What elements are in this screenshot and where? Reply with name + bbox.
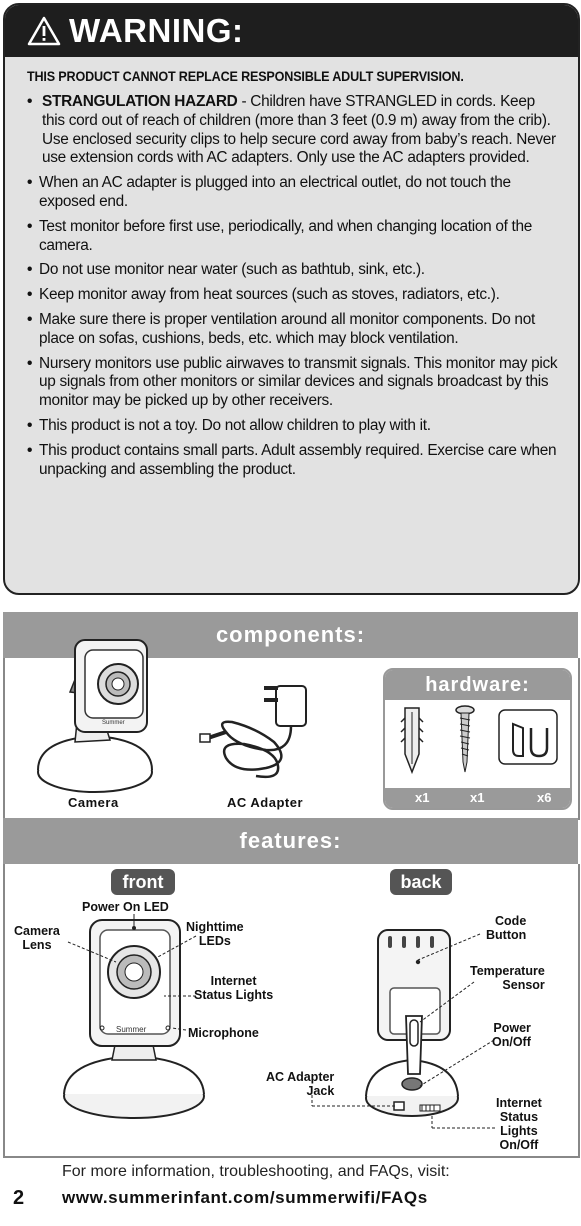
camera-illustration bbox=[30, 632, 170, 802]
internet-status-lights-callout: Internet Status Lights bbox=[194, 974, 274, 1002]
ac-adapter-label: AC Adapter bbox=[227, 795, 304, 810]
warning-item: • This product contains small parts. Adult assembly required. Exercise care when unpacking and assembling the product. bbox=[27, 442, 558, 480]
features-band bbox=[3, 818, 578, 864]
strangulation-hazard-text: - Children have STRANGLED in cords. Keep this cord out of reach of children (more than 3 feet (0.9 m) away from the crib). Use enclosed security clips to help secure cord away from baby’s reach. Never use extension cords with AC adapters. Only use the AC adapters provided. bbox=[42, 93, 556, 167]
microphone-callout: Microphone bbox=[188, 1026, 259, 1040]
warning-box bbox=[3, 3, 580, 595]
warning-triangle-icon bbox=[27, 16, 61, 46]
screw-quantity: x1 bbox=[470, 790, 485, 805]
front-label: front bbox=[111, 869, 175, 895]
hardware-quantity-bar bbox=[385, 788, 570, 808]
warning-item: • Keep monitor away from heat sources (such as stoves, radiators, etc.). bbox=[27, 286, 558, 305]
nighttime-leds-callout: Nighttime LEDs bbox=[186, 920, 244, 948]
power-on-led-callout: Power On LED bbox=[82, 900, 169, 914]
warning-item: • Nursery monitors use public airwaves to transmit signals. This monitor may pick up signals from other monitors or similar devices and signals broadcast by this monitor may be picked up by other receivers. bbox=[27, 355, 558, 411]
front-camera-brand: Summer bbox=[116, 1025, 147, 1034]
ac-adapter-jack-callout: AC Adapter Jack bbox=[266, 1070, 335, 1098]
warning-list bbox=[27, 93, 558, 479]
components-title: components: bbox=[215, 622, 366, 647]
camera-brand: Summer bbox=[102, 720, 125, 726]
hardware-box bbox=[383, 668, 572, 810]
camera-label: Camera bbox=[68, 795, 119, 810]
features-title: features: bbox=[239, 828, 342, 853]
back-label: back bbox=[390, 869, 452, 895]
security-clips-icon bbox=[497, 708, 561, 768]
warning-item bbox=[27, 93, 558, 168]
internet-status-lights-switch-callout: Internet Status Lights On/Off bbox=[496, 1096, 542, 1152]
camera-lens-callout: Camera Lens bbox=[14, 924, 60, 952]
wall-anchor-icon bbox=[397, 704, 427, 776]
warning-item: • Do not use monitor near water (such as bathtub, sink, etc.). bbox=[27, 261, 558, 280]
warning-item: • Test monitor before first use, periodically, and when changing location of the camera. bbox=[27, 218, 558, 256]
warning-item: • This product is not a toy. Do not allow children to play with it. bbox=[27, 417, 558, 436]
power-on-off-callout: Power On/Off bbox=[492, 1021, 531, 1049]
faq-url-link[interactable]: www.summerinfant.com/summerwifi/FAQs bbox=[62, 1188, 428, 1207]
hardware-title: hardware: bbox=[425, 673, 530, 696]
warning-intro: THIS PRODUCT CANNOT REPLACE RESPONSIBLE ADULT SUPERVISION. bbox=[27, 68, 464, 84]
warning-title: WARNING: bbox=[69, 12, 244, 49]
footer-info-text: For more information, troubleshooting, and FAQs, visit: bbox=[62, 1163, 450, 1180]
anchor-quantity: x1 bbox=[415, 790, 430, 805]
strangulation-hazard-lead: STRANGULATION HAZARD bbox=[42, 93, 238, 110]
hardware-header bbox=[385, 670, 570, 700]
page-number: 2 bbox=[13, 1187, 25, 1209]
ac-adapter-illustration bbox=[196, 672, 326, 792]
warning-header bbox=[5, 5, 578, 57]
code-button-callout: Code Button bbox=[486, 914, 527, 942]
warning-item: • Make sure there is proper ventilation around all monitor components. Do not place on sofas, cushions, beds, etc. which may block ventilation. bbox=[27, 311, 558, 349]
screw-icon bbox=[453, 704, 477, 776]
temperature-sensor-callout: Temperature Sensor bbox=[470, 964, 545, 992]
warning-item: • When an AC adapter is plugged into an electrical outlet, do not touch the exposed end. bbox=[27, 174, 558, 212]
clips-quantity: x6 bbox=[537, 790, 552, 805]
